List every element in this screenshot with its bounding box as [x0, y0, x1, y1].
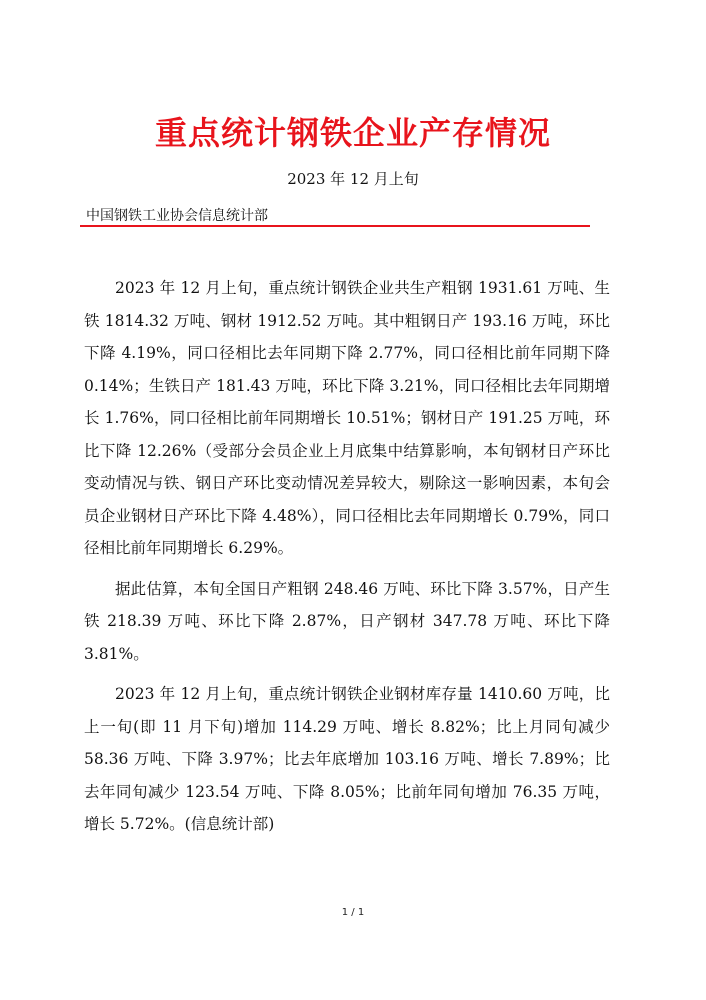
page-number: 1 / 1 [341, 907, 365, 918]
document-body [84, 272, 610, 849]
document-date: 2023 年 12 月上旬 [287, 170, 419, 188]
paragraph-national-estimate: 据此估算，本旬全国日产粗钢 248.46 万吨、环比下降 3.57%，日产生铁 218.39 万吨、环比下降 2.87%，日产钢材 347.78 万吨、环比下降 3.81%。 [84, 579, 610, 663]
paragraph-production: 2023 年 12 月上旬，重点统计钢铁企业共生产粗钢 1931.61 万吨、生铁 1814.32 万吨、钢材 1912.52 万吨。其中粗钢日产 193.16 万吨，环比下降 4.19%，同口径相比去年同期下降 2.77%，同口径相比前年同期下降 0.14%；生铁日产 181.43 万吨，环比下降 3.21%，同口径相比去年同期增长 1.76%，同口径相比前年同期增长 10.51%；钢材日产 191.25 万吨，环比下降 12.26%（受部分会员企业上月底集中结算影响，本旬钢材日产环比变动情况与铁、钢日产环比变动情况差异较大，剔除这一影响因素，本旬会员企业钢材日产环比下降 4.48%），同口径相比去年同期增长 0.79%，同口径相比前年同期增长 6.29%。 [84, 279, 610, 557]
department-name: 中国钢铁工业协会信息统计部 [86, 208, 268, 224]
document-title: 重点统计钢铁企业产存情况 [154, 114, 551, 152]
header-divider [80, 225, 590, 227]
paragraph-inventory: 2023 年 12 月上旬，重点统计钢铁企业钢材库存量 1410.60 万吨，比上一旬(即 11 月下旬)增加 114.29 万吨、增长 8.82%；比上月同旬减少 58.36 万吨、下降 3.97%；比去年底增加 103.16 万吨、增长 7.89%；比去年同旬减少 123.54 万吨、下降 8.05%；比前年同旬增加 76.35 万吨，增长 5.72%。(信息统计部) [84, 685, 610, 833]
